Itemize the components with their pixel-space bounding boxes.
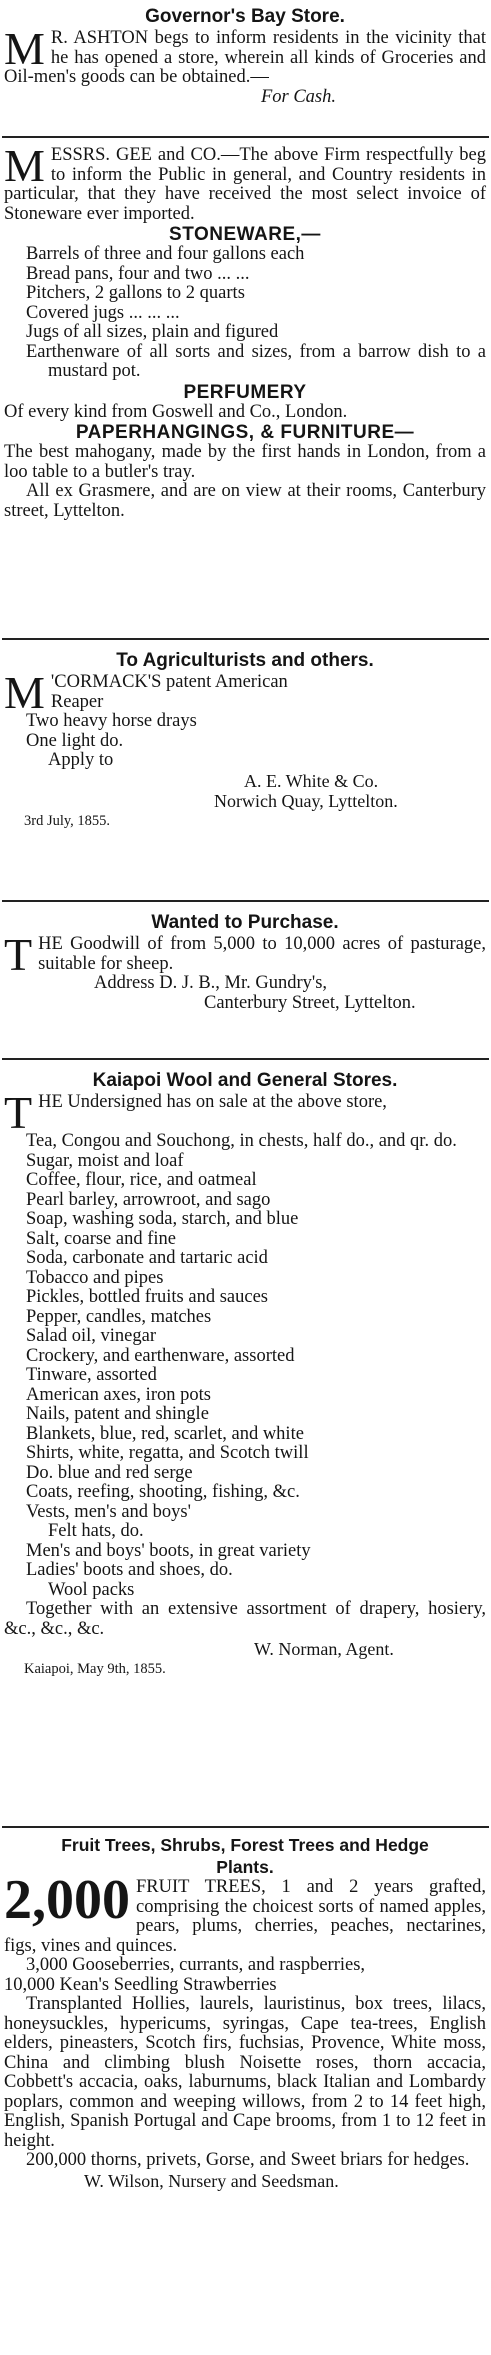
ad-text: R. ASHTON begs to inform residents in the vicinity that he has opened a store, wherein all kinds of Groceries and Oil-men's goods can be obtained.—	[4, 28, 486, 87]
ad-text: 3,000 Gooseberries, currants, and raspberries,	[26, 1955, 366, 1975]
list-item: Blankets, blue, red, scarlet, and white	[26, 1423, 304, 1444]
drop-cap: T	[4, 1087, 33, 1138]
ad-fruit-trees	[4, 1834, 486, 2191]
ad-date: Kaiapoi, May 9th, 1855.	[24, 1661, 166, 1677]
list-item: Pepper, candles, matches	[26, 1306, 212, 1327]
list-item: Barrels of three and four gallons each	[26, 244, 305, 264]
ad-heading: Governor's Bay Store.	[145, 6, 345, 27]
ad-body	[4, 1869, 486, 1956]
list-item: Do. blue and red serge	[26, 1462, 193, 1483]
stoneware-list	[4, 245, 486, 382]
list-item: Tea, Congou and Souchong, in chests, half do., and qr. do.	[26, 1131, 457, 1151]
ad-text: HE Goodwill of from 5,000 to 10,000 acres of pasturage, suitable for sheep.	[38, 934, 486, 974]
list-item: Crockery, and earthenware, assorted	[26, 1345, 295, 1366]
ad-heading: Fruit Trees, Shrubs, Forest Trees and Hedge	[61, 1835, 429, 1855]
list-item: Apply to	[48, 750, 114, 770]
ad-wanted-to-purchase	[4, 910, 486, 1013]
list-item: One light do.	[26, 730, 124, 751]
list-item: Salt, coarse and fine	[26, 1228, 176, 1249]
list-item: Shirts, white, regatta, and Scotch twill	[26, 1443, 309, 1463]
drop-cap: M	[4, 140, 45, 191]
list-item: Tinware, assorted	[26, 1365, 157, 1385]
ad-text: All ex Grasmere, and are on view at their rooms, Canterbury street, Lyttelton.	[4, 481, 486, 521]
ad-body	[4, 1087, 486, 1138]
divider	[2, 900, 489, 902]
ad-text: Transplanted Hollies, laurels, lauristinus, box trees, lilacs, honeysuckles, hypericums, syringas, Cape tea-trees, English elders, pineasters, Scotch firs, fuchsias, Provence, White moss, China and climbing blush Noisette roses, thorn accacia, Cobbett's accacia, oaks, laburnums, black Italian and Lombardy poplars, common and weeping willows, from 2 to 14 feet high, English, Spanish Portugal and Cape brooms, from 1 to 12 feet in height.	[4, 1994, 486, 2151]
ad-text: The best mahogany, made by the first hands in London, from a loo table to a butler's tray.	[4, 442, 486, 482]
drop-cap: M	[4, 667, 45, 718]
ad-governors-bay-store	[4, 4, 486, 107]
signer: W. Norman, Agent.	[254, 1639, 394, 1659]
ad-text: Together with an extensive assortment of drapery, hosiery, &c., &c., &c.	[4, 1599, 486, 1639]
list-item: Ladies' boots and shoes, do.	[26, 1560, 233, 1580]
list-item: Nails, patent and shingle	[26, 1404, 209, 1424]
address: Norwich Quay, Lyttelton.	[214, 790, 398, 811]
list-item: Men's and boys' boots, in great variety	[26, 1540, 311, 1561]
list-item: Coffee, flour, rice, and oatmeal	[26, 1170, 257, 1190]
ad-text: Of every kind from Goswell and Co., London.	[4, 401, 348, 422]
section-heading: PERFUMERY	[183, 381, 307, 403]
ad-agriculturists	[4, 648, 486, 831]
list-item: Felt hats, do.	[48, 1521, 144, 1541]
divider	[2, 136, 489, 138]
list-item: Coats, reefing, shooting, fishing, &c.	[26, 1482, 300, 1502]
signer: A. E. White & Co.	[244, 770, 379, 791]
ad-text: 200,000 thorns, privets, Gorse, and Sweet briars for hedges.	[26, 2150, 470, 2170]
drop-cap: 2,000	[4, 1869, 130, 1931]
section-heading: PAPERHANGINGS, & FURNITURE—	[75, 422, 415, 443]
ad-text: 10,000 Kean's Seedling Strawberries	[4, 1974, 277, 1995]
ad-messrs-gee	[4, 140, 486, 521]
ad-footer: For Cash.	[260, 86, 336, 107]
ad-heading: To Agriculturists and others.	[116, 650, 374, 671]
ad-date: 3rd July, 1855.	[24, 812, 111, 829]
list-item: Vests, men's and boys'	[26, 1501, 191, 1522]
ad-text: FRUIT TREES, 1 and 2 years grafted, comprising the choicest sorts of named apples, pears, plums, cherries, peaches, nectarines, figs, vines and quinces.	[4, 1877, 486, 1956]
list-item: Salad oil, vinegar	[26, 1326, 156, 1346]
list-item: Earthenware of all sorts and sizes, from a barrow dish to a mustard pot.	[26, 341, 486, 381]
ad-kaiapoi-stores	[4, 1068, 486, 1679]
list-item: Jugs of all sizes, plain and figured	[26, 322, 279, 342]
list-item: Pearl barley, arrowroot, and sago	[26, 1189, 271, 1210]
divider	[2, 638, 489, 640]
list-item: Tobacco and pipes	[26, 1267, 164, 1288]
address: Canterbury Street, Lyttelton.	[204, 992, 416, 1013]
ad-heading: Wanted to Purchase.	[151, 912, 339, 933]
ad-text: ESSRS. GEE and CO.—The above Firm respectfully beg to inform the Public in general, and Country residents in particular, that they have received the most select invoice of Stoneware ever imported.	[4, 145, 486, 224]
list-item: Bread pans, four and two ... ...	[26, 263, 250, 284]
ad-body	[4, 929, 486, 980]
address: Address D. J. B., Mr. Gundry's,	[94, 973, 328, 993]
item-list	[4, 712, 486, 771]
divider	[2, 1826, 489, 1828]
list-item: Wool packs	[48, 1579, 135, 1600]
list-item: Sugar, moist and loaf	[26, 1150, 184, 1171]
ad-body	[4, 23, 486, 88]
list-item: Soap, washing soda, starch, and blue	[26, 1209, 299, 1229]
ad-heading: Plants.	[216, 1857, 274, 1877]
item-list	[4, 1132, 486, 1600]
ad-body	[4, 140, 486, 224]
list-item: Soda, carbonate and tartaric acid	[26, 1248, 268, 1268]
list-item: Pitchers, 2 gallons to 2 quarts	[26, 283, 245, 303]
ad-heading: Kaiapoi Wool and General Stores.	[92, 1070, 398, 1091]
divider	[2, 1058, 489, 1060]
list-item: American axes, iron pots	[26, 1384, 211, 1405]
ad-text: HE Undersigned has on sale at the above store,	[38, 1092, 387, 1112]
list-item: Covered jugs ... ... ...	[26, 302, 180, 323]
ad-text: 'CORMACK'S patent American	[50, 672, 288, 692]
section-heading: STONEWARE,—	[169, 224, 321, 245]
list-item: Reaper	[50, 691, 104, 712]
list-item: Pickles, bottled fruits and sauces	[26, 1287, 268, 1307]
drop-cap: M	[4, 23, 45, 74]
drop-cap: T	[4, 929, 33, 980]
list-item: Two heavy horse drays	[26, 711, 197, 731]
signer: W. Wilson, Nursery and Seedsman.	[84, 2170, 339, 2191]
